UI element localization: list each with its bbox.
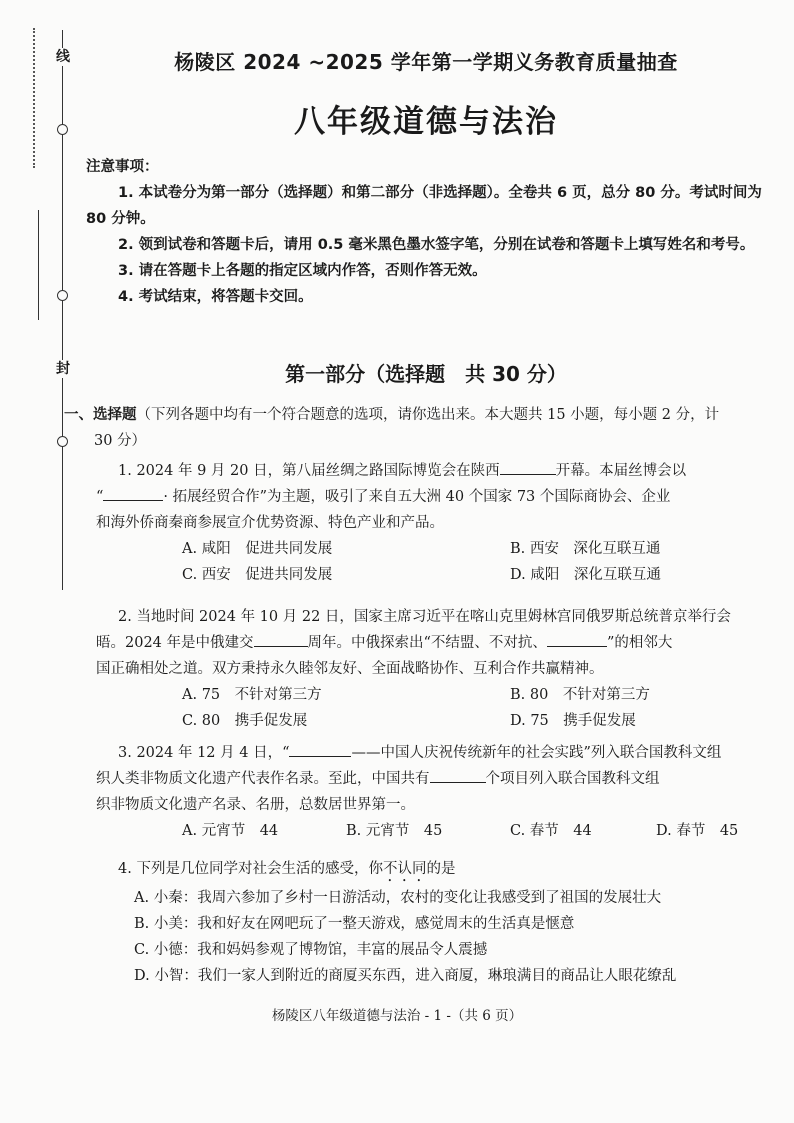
option-b[interactable]: B. 西安 深化互联互通	[510, 541, 661, 557]
q2-stem-d: ”的相邻大	[606, 635, 673, 651]
option-b[interactable]: B. 小美：我和好友在网吧玩了一整天游戏，感觉周末的生活真是惬意	[134, 916, 575, 932]
option-c[interactable]: C. 小德：我和妈妈参观了博物馆，丰富的展品令人震撼	[134, 942, 488, 958]
option-c[interactable]: C. 西安 促进共同发展	[182, 567, 333, 583]
perforation-dots	[33, 28, 35, 168]
q2-options	[86, 682, 766, 734]
question-1	[86, 458, 766, 588]
answer-blank	[289, 740, 351, 757]
q2-stem-b: 晤。2024 年是中俄建交	[96, 635, 254, 651]
q3-options	[86, 818, 766, 844]
binding-line	[62, 30, 63, 590]
q1-stem-c: “	[96, 489, 104, 505]
q3-stem-d: 个项目列入联合国教科文组	[485, 771, 660, 787]
q1-options	[86, 536, 766, 588]
option-c[interactable]: C. 80 携手促发展	[182, 713, 308, 729]
q1-stem-b: 开幕。本届丝博会以	[555, 463, 687, 479]
option-d[interactable]: D. 小智：我们一家人到附近的商厦买东西，进入商厦，琳琅满目的商品让人眼花缭乱	[134, 968, 677, 984]
q1-stem-e: 和海外侨商秦商参展宣介优势资源、特色产业和产品。	[96, 515, 444, 531]
option-c[interactable]: C. 春节 44	[510, 823, 592, 839]
question-2	[86, 604, 766, 734]
option-b[interactable]: B. 元宵节 45	[346, 823, 443, 839]
q2-stem-a: 2. 当地时间 2024 年 10 月 22 日，国家主席习近平在喀山克里姆林宫同俄罗斯总统普京举行会	[118, 609, 731, 625]
q3-stem-b: ——中国人庆祝传统新年的社会实践”列入联合国教科文组	[351, 745, 722, 761]
notice-heading: 注意事项：	[86, 159, 159, 175]
option-a[interactable]: A. 75 不针对第三方	[182, 687, 322, 703]
binding-circle	[57, 290, 68, 301]
section-label: 一、选择题	[64, 407, 137, 423]
option-a[interactable]: A. 元宵节 44	[182, 823, 279, 839]
notice-item: 4. 考试结束，将答题卡交回。	[118, 289, 313, 305]
q3-stem-a: 3. 2024 年 12 月 4 日，“	[118, 745, 290, 761]
notice-block	[86, 154, 766, 310]
option-d[interactable]: D. 咸阳 深化互联互通	[510, 567, 661, 583]
part-one-title: 第一部分（选择题 共 30 分）	[285, 362, 567, 386]
name-field-bracket	[38, 210, 45, 320]
page-footer: 杨陵区八年级道德与法治 - 1 -（共 6 页）	[271, 1008, 523, 1024]
section-desc-cont: 30 分）	[94, 433, 147, 449]
answer-blank	[547, 630, 607, 647]
margin-mark-seal: 封	[56, 361, 70, 377]
notice-item: 3. 请在答题卡上各题的指定区域内作答，否则作答无效。	[118, 263, 487, 279]
q4-stem-a: 4. 下列是几位同学对社会生活的感受，你	[118, 861, 383, 877]
q4-emphasis: 不认同	[382, 861, 427, 877]
q3-stem-c: 织人类非物质文化遗产代表作名录。至此，中国共有	[96, 771, 430, 787]
q2-stem-c: 周年。中俄探索出“不结盟、不对抗、	[307, 635, 547, 651]
q2-stem-e: 国正确相处之道。双方秉持永久睦邻友好、全面战略协作、互利合作共赢精神。	[96, 661, 604, 677]
option-a[interactable]: A. 咸阳 促进共同发展	[182, 541, 333, 557]
option-d[interactable]: D. 春节 45	[656, 823, 739, 839]
question-4	[86, 856, 766, 989]
q4-stem-b: 的是	[426, 861, 456, 877]
binding-circle	[57, 124, 68, 135]
answer-blank	[254, 630, 308, 647]
section-desc: （下列各题中均有一个符合题意的选项，请你选出来。本大题共 15 小题，每小题 2 分，计	[136, 407, 720, 423]
answer-blank	[430, 766, 486, 783]
option-a[interactable]: A. 小秦：我周六参加了乡村一日游活动，农村的变化让我感受到了祖国的发展壮大	[134, 890, 662, 906]
question-3	[86, 740, 766, 844]
answer-blank	[500, 458, 556, 475]
exam-title: 杨陵区 2024 ~2025 学年第一学期义务教育质量抽查	[174, 50, 678, 74]
option-d[interactable]: D. 75 携手促发展	[510, 713, 636, 729]
answer-blank	[103, 484, 163, 501]
margin-mark-line: 线	[56, 49, 70, 65]
notice-item: 2. 领到试卷和答题卡后，请用 0.5 毫米黑色墨水签字笔，分别在试卷和答题卡上填写姓名和考号。	[118, 237, 755, 253]
notice-item: 1. 本试卷分为第一部分（选择题）和第二部分（非选择题）。全卷共 6 页，总分 80 分。考试时间为 80 分钟。	[86, 185, 762, 227]
subject-title: 八年级道德与法治	[294, 104, 558, 140]
binding-margin	[0, 0, 80, 1123]
option-b[interactable]: B. 80 不针对第三方	[510, 687, 650, 703]
q3-stem-e: 织非物质文化遗产名录、名册，总数居世界第一。	[96, 797, 415, 813]
q1-stem-a: 1. 2024 年 9 月 20 日，第八届丝绸之路国际博览会在陕西	[118, 463, 500, 479]
q1-stem-d: · 拓展经贸合作”为主题，吸引了来自五大洲 40 个国家 73 个国际商协会、企业	[163, 489, 671, 505]
section-heading	[64, 402, 764, 454]
